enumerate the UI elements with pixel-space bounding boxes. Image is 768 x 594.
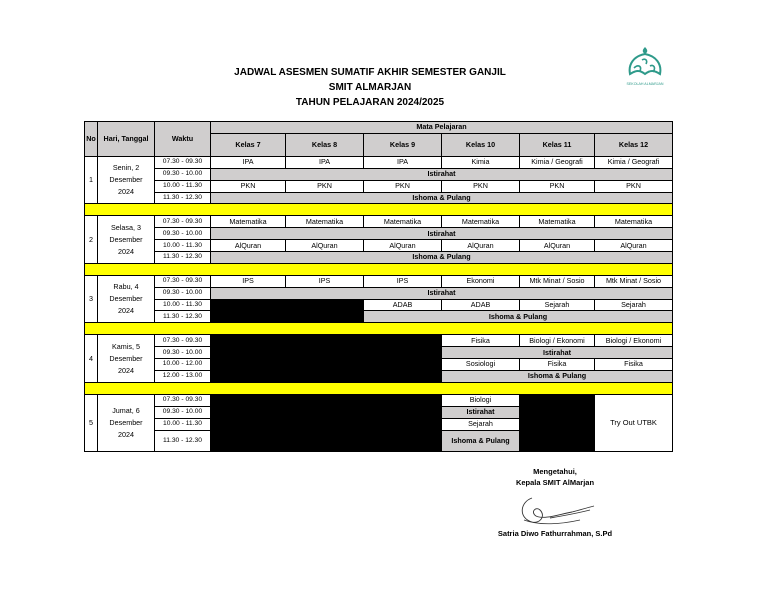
sign-line-1: Mengetahui, [533, 467, 577, 476]
subject-cell: Biologi / Ekonomi [520, 335, 595, 347]
subject-cell: Biologi / Ekonomi [595, 335, 673, 347]
time-slot: 07.30 - 09.30 [155, 394, 211, 406]
separator-row [85, 382, 673, 394]
header-kelas-11: Kelas 11 [520, 133, 595, 156]
subject-cell: IPA [211, 156, 286, 168]
day-no: 4 [85, 335, 98, 383]
time-slot: 10.00 - 11.30 [155, 180, 211, 192]
istirahat-cell: Istirahat [211, 228, 673, 240]
subject-cell: Matematika [211, 216, 286, 228]
day-date: Jumat, 6 Desember 2024 [98, 394, 155, 451]
istirahat-cell: Istirahat [442, 406, 520, 418]
time-slot: 07.30 - 09.30 [155, 156, 211, 168]
time-slot: 07.30 - 09.30 [155, 275, 211, 287]
subject-cell: Matematika [364, 216, 442, 228]
time-slot: 10.00 - 11.30 [155, 240, 211, 252]
subject-cell: AlQuran [286, 240, 364, 252]
separator-row [85, 323, 673, 335]
subject-cell: Kimia [442, 156, 520, 168]
schedule-table [84, 121, 673, 452]
subject-cell: AlQuran [364, 240, 442, 252]
ishoma-cell: Ishoma & Pulang [442, 370, 673, 382]
header-kelas-12: Kelas 12 [595, 133, 673, 156]
subject-cell: ADAB [364, 299, 442, 311]
time-slot: 09.30 - 10.00 [155, 287, 211, 299]
time-slot: 10.00 - 12.00 [155, 359, 211, 371]
header-hari: Hari, Tanggal [98, 122, 155, 157]
subject-cell: PKN [364, 180, 442, 192]
header-kelas-10: Kelas 10 [442, 133, 520, 156]
subject-cell: Ekonomi [442, 275, 520, 287]
subject-cell: Sejarah [520, 299, 595, 311]
time-slot: 07.30 - 09.30 [155, 216, 211, 228]
blocked-cell [211, 394, 442, 451]
subject-cell: AlQuran [442, 240, 520, 252]
document-header [180, 65, 560, 110]
ishoma-cell: Ishoma & Pulang [211, 252, 673, 264]
signatory-name: Satria Diwo Fathurrahman, S.Pd [497, 529, 613, 538]
blocked-cell [211, 299, 364, 323]
subject-cell: Fisika [520, 359, 595, 371]
time-slot: 11.30 - 12.30 [155, 252, 211, 264]
separator-row [85, 263, 673, 275]
subject-cell: IPA [364, 156, 442, 168]
header-kelas-7: Kelas 7 [211, 133, 286, 156]
subject-cell: Sejarah [442, 418, 520, 430]
title-line-1: JADWAL ASESMEN SUMATIF AKHIR SEMESTER GANJIL [234, 67, 506, 78]
time-slot: 12.00 - 13.00 [155, 370, 211, 382]
subject-cell: Matematika [595, 216, 673, 228]
subject-cell: Sejarah [595, 299, 673, 311]
title-line-2: SMIT ALMARJAN [328, 82, 412, 93]
day-date: Rabu, 4 Desember 2024 [98, 275, 155, 323]
istirahat-cell: Istirahat [211, 287, 673, 299]
blocked-cell [520, 394, 595, 451]
istirahat-cell: Istirahat [211, 168, 673, 180]
subject-cell: Sosiologi [442, 359, 520, 371]
subject-cell: Kimia / Geografi [595, 156, 673, 168]
ishoma-cell: Ishoma & Pulang [364, 311, 673, 323]
subject-cell: Biologi [442, 394, 520, 406]
header-mapel: Mata Pelajaran [211, 122, 673, 134]
handwritten-signature [510, 490, 600, 528]
day-date: Senin, 2 Desember 2024 [98, 156, 155, 204]
blocked-cell [211, 335, 442, 383]
time-slot: 07.30 - 09.30 [155, 335, 211, 347]
subject-cell: Matematika [520, 216, 595, 228]
subject-cell: Matematika [442, 216, 520, 228]
time-slot: 11.30 - 12.30 [155, 430, 211, 451]
subject-cell: Kimia / Geografi [520, 156, 595, 168]
subject-cell: AlQuran [595, 240, 673, 252]
time-slot: 09.30 - 10.00 [155, 406, 211, 418]
subject-cell: PKN [442, 180, 520, 192]
svg-text:SEKOLAH ALMARJAN: SEKOLAH ALMARJAN [626, 82, 664, 86]
ishoma-cell: Ishoma & Pulang [211, 192, 673, 204]
subject-cell: IPS [211, 275, 286, 287]
time-slot: 10.00 - 11.30 [155, 299, 211, 311]
day-no: 5 [85, 394, 98, 451]
time-slot: 11.30 - 12.30 [155, 311, 211, 323]
day-date: Kamis, 5 Desember 2024 [98, 335, 155, 383]
subject-cell: Matematika [286, 216, 364, 228]
istirahat-cell: Istirahat [442, 347, 673, 359]
subject-cell: IPS [364, 275, 442, 287]
header-waktu: Waktu [155, 122, 211, 157]
school-logo [622, 44, 668, 90]
subject-cell: PKN [595, 180, 673, 192]
day-no: 2 [85, 216, 98, 264]
title-line-3: TAHUN PELAJARAN 2024/2025 [295, 97, 445, 108]
utbk-cell: Try Out UTBK [595, 394, 673, 451]
subject-cell: AlQuran [211, 240, 286, 252]
sign-line-2: Kepala SMIT AlMarjan [515, 478, 595, 487]
subject-cell: Mtk Minat / Sosio [520, 275, 595, 287]
subject-cell: IPS [286, 275, 364, 287]
subject-cell: Fisika [595, 359, 673, 371]
subject-cell: PKN [520, 180, 595, 192]
time-slot: 10.00 - 11.30 [155, 418, 211, 430]
subject-cell: PKN [286, 180, 364, 192]
header-no: No [85, 122, 98, 157]
subject-cell: PKN [211, 180, 286, 192]
subject-cell: Mtk Minat / Sosio [595, 275, 673, 287]
ishoma-cell: Ishoma & Pulang [442, 430, 520, 451]
day-no: 1 [85, 156, 98, 204]
header-kelas-9: Kelas 9 [364, 133, 442, 156]
header-kelas-8: Kelas 8 [286, 133, 364, 156]
subject-cell: IPA [286, 156, 364, 168]
time-slot: 11.30 - 12.30 [155, 192, 211, 204]
subject-cell: AlQuran [520, 240, 595, 252]
subject-cell: ADAB [442, 299, 520, 311]
day-no: 3 [85, 275, 98, 323]
time-slot: 09.30 - 10.00 [155, 347, 211, 359]
day-date: Selasa, 3 Desember 2024 [98, 216, 155, 264]
subject-cell: Fisika [442, 335, 520, 347]
time-slot: 09.30 - 10.00 [155, 228, 211, 240]
time-slot: 09.30 - 10.00 [155, 168, 211, 180]
separator-row [85, 204, 673, 216]
signature-block [480, 466, 630, 488]
